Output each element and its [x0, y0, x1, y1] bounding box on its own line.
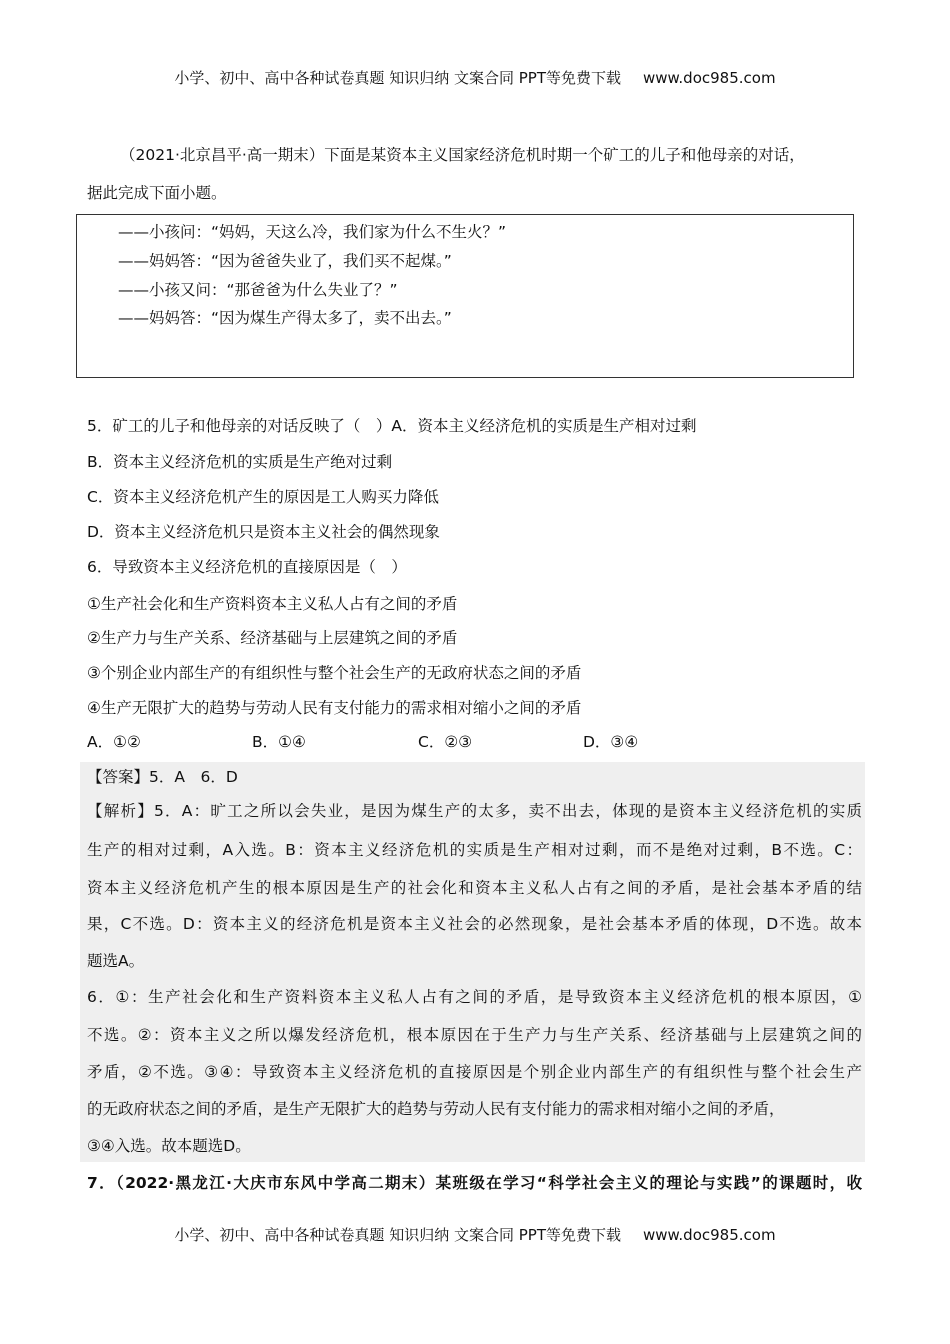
analysis-line: 资本主义经济危机产生的根本原因是生产的社会化和资本主义私人占有之间的矛盾，是社会基本矛盾的结	[87, 879, 862, 897]
dialogue-line: ——小孩问：“妈妈，天这么冷，我们家为什么不生火？”	[118, 223, 507, 241]
intro-line-2: 据此完成下面小题。	[87, 184, 227, 202]
q5-stem: 5．矿工的儿子和他母亲的对话反映了（ ）A．资本主义经济危机的实质是生产相对过剩	[87, 417, 697, 435]
answer-key: 【答案】5．A 6．D	[87, 768, 238, 786]
q6-option-b: B．①④	[252, 733, 306, 751]
q5-option-b: B．资本主义经济危机的实质是生产绝对过剩	[87, 453, 393, 471]
header-text: 小学、初中、高中各种试卷真题 知识归纳 文案合同 PPT等免费下载	[174, 69, 621, 87]
q7-stem: 7．（2022·黑龙江·大庆市东风中学高二期末）某班级在学习“科学社会主义的理论与实践”的课题时，收	[87, 1174, 862, 1192]
analysis-line: 矛盾，②不选。③④：导致资本主义经济危机的直接原因是个别企业内部生产的有组织性与整个社会生产	[87, 1063, 862, 1081]
analysis-line: 6．①：生产社会化和生产资料资本主义私人占有之间的矛盾，是导致资本主义经济危机的根本原因，①	[87, 988, 862, 1006]
analysis-line: 的无政府状态之间的矛盾，是生产无限扩大的趋势与劳动人民有支付能力的需求相对缩小之间的矛盾，	[87, 1100, 785, 1118]
page-footer	[0, 1225, 950, 1245]
q6-item: ④生产无限扩大的趋势与劳动人民有支付能力的需求相对缩小之间的矛盾	[87, 699, 582, 717]
analysis-line: 【解析】5．A：旷工之所以会失业，是因为煤生产的太多，卖不出去，体现的是资本主义经济危机的实质	[87, 802, 862, 820]
analysis-line: 生产的相对过剩，A入选。B：资本主义经济危机的实质是生产相对过剩，而不是绝对过剩，B不选。C：	[87, 841, 862, 859]
analysis-line: 不选。②：资本主义之所以爆发经济危机，根本原因在于生产力与生产关系、经济基础与上层建筑之间的	[87, 1026, 862, 1044]
q6-option-d: D．③④	[583, 733, 639, 751]
footer-text: 小学、初中、高中各种试卷真题 知识归纳 文案合同 PPT等免费下载	[174, 1226, 621, 1244]
header-site: www.doc985.com	[642, 69, 776, 87]
analysis-line: ③④入选。故本题选D。	[87, 1137, 251, 1155]
q6-stem: 6．导致资本主义经济危机的直接原因是（ ）	[87, 558, 407, 576]
q5-option-c: C．资本主义经济危机产生的原因是工人购买力降低	[87, 488, 439, 506]
q5-option-d: D．资本主义经济危机只是资本主义社会的偶然现象	[87, 523, 440, 541]
dialogue-line: ——小孩又问：“那爸爸为什么失业了？”	[118, 281, 398, 299]
q6-item: ①生产社会化和生产资料资本主义私人占有之间的矛盾	[87, 595, 458, 613]
analysis-line: 题选A。	[87, 952, 145, 970]
analysis-line: 果，C不选。D：资本主义的经济危机是资本主义社会的必然现象，是社会基本矛盾的体现，D不选。故本	[87, 915, 862, 933]
dialogue-line: ——妈妈答：“因为煤生产得太多了，卖不出去。”	[118, 309, 452, 327]
q6-item: ②生产力与生产关系、经济基础与上层建筑之间的矛盾	[87, 629, 458, 647]
footer-site: www.doc985.com	[642, 1226, 776, 1244]
q6-item: ③个别企业内部生产的有组织性与整个社会生产的无政府状态之间的矛盾	[87, 664, 582, 682]
q6-option-c: C．②③	[418, 733, 473, 751]
dialogue-line: ——妈妈答：“因为爸爸失业了，我们买不起煤。”	[118, 252, 452, 270]
intro-line-1: （2021·北京昌平·高一期末）下面是某资本主义国家经济危机时期一个矿工的儿子和他母亲的对话，	[120, 146, 805, 164]
q6-option-a: A．①②	[87, 733, 141, 751]
page-header	[0, 68, 950, 88]
